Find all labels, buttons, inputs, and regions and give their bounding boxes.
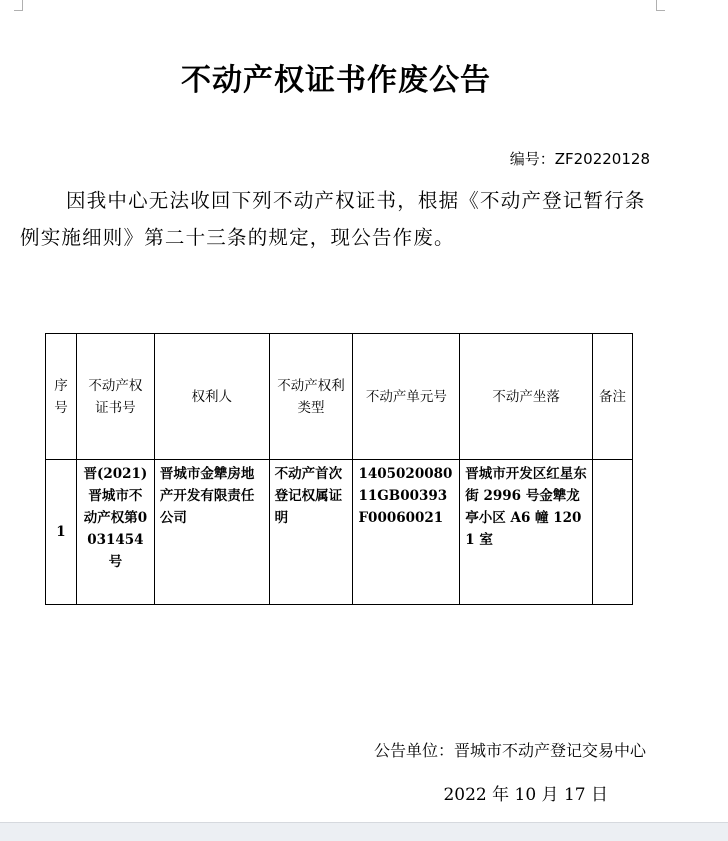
- cell-unit-no: 140502008011GB00393F00060021: [353, 460, 460, 605]
- issuing-unit-label: 公告单位：: [373, 741, 454, 760]
- cell-right-type: 不动产首次登记权属证明: [269, 460, 353, 605]
- issuing-unit: [374, 738, 646, 761]
- cell-remark: [593, 460, 633, 605]
- header-unit-no: 不动产单元号: [353, 334, 460, 460]
- cell-cert-no: 晋(2021)晋城市不动产权第0031454号: [76, 460, 154, 605]
- header-location: 不动产坐落: [460, 334, 593, 460]
- cell-seq: 1: [46, 460, 77, 605]
- header-right-type: 不动产权利类型: [269, 334, 353, 460]
- table-header-row: [46, 334, 633, 460]
- issuing-unit-name: 晋城市不动产登记交易中心: [453, 741, 646, 760]
- document-number-value: ZF20220128: [554, 150, 650, 168]
- document-number-label: 编号：: [509, 150, 555, 168]
- viewer-bottom-bar: [0, 822, 728, 841]
- page-corner-mark-right: [656, 0, 665, 11]
- cell-holder: 晋城市金犨房地产开发有限责任公司: [154, 460, 269, 605]
- header-remark: 备注: [593, 334, 633, 460]
- notice-table: [45, 333, 633, 605]
- header-holder: 权利人: [154, 334, 269, 460]
- document-number: [510, 148, 650, 169]
- issue-date: 2022 年 10 月 17 日: [443, 785, 608, 805]
- table-row: [46, 460, 633, 605]
- header-cert-no: 不动产权证书号: [76, 334, 154, 460]
- cell-location: 晋城市开发区红星东街 2996 号金犨龙亭小区 A6 幢 1201 室: [460, 460, 593, 605]
- page-corner-mark-left: [14, 0, 23, 11]
- page-title: 不动产权证书作废公告: [181, 63, 491, 98]
- notice-body: 因我中心无法收回下列不动产权证书，根据《不动产登记暂行条例实施细则》第二十三条的规定，现公告作废。: [20, 189, 646, 249]
- header-seq: 序号: [46, 334, 77, 460]
